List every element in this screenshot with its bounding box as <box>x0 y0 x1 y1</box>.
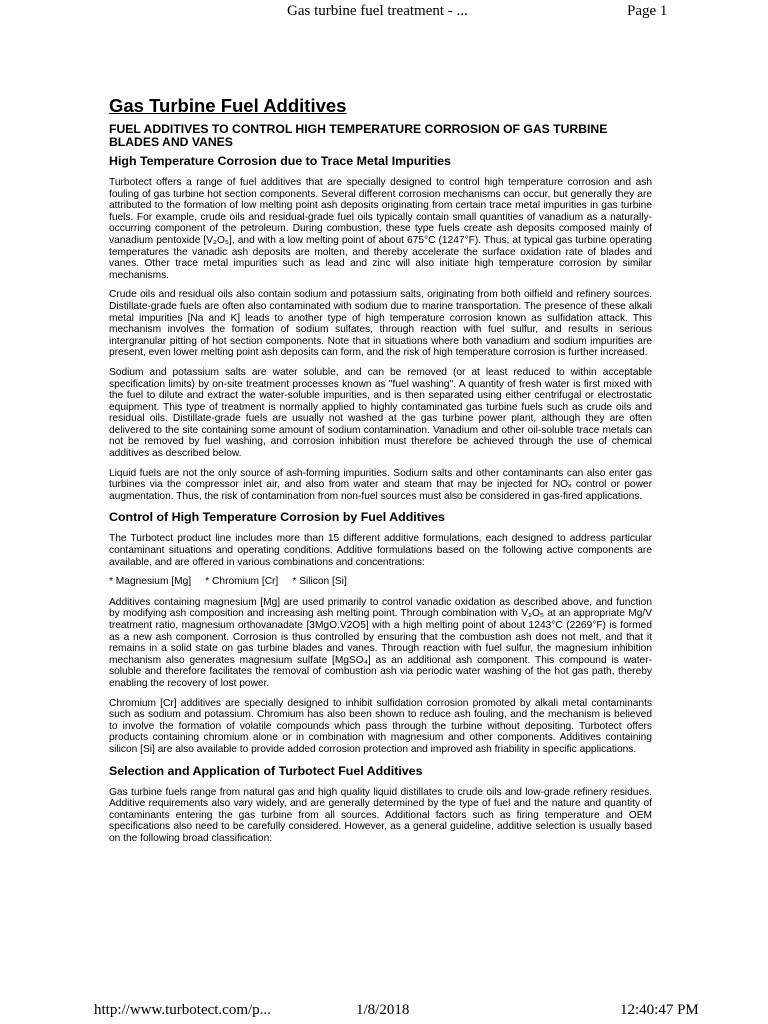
paragraph: Sodium and potassium salts are water soluble, and can be removed (or at least reduced to within acceptable specification limits) by on-site treatment processes known as "fuel washing". A quantity of fresh water is first mixed with the fuel to dilute and extract the water-soluble impurities, and is then separated using either centrifugal or electrostatic equipment. This type of treatment is normally applied to highly contaminated gas turbine fuels such as crude oils and residual oils. Distillate-grade fuels are usually not washed at the gas turbine power plant, although they are often delivered to the site containing some amount of sodium contamination. Vanadium and other oil-soluble trace metals can not be removed by fuel washing, and corrosion inhibition must therefore be achieved through the use of chemical additives as described below. <box>109 366 652 460</box>
document-subtitle: FUEL ADDITIVES TO CONTROL HIGH TEMPERATURE CORROSION OF GAS TURBINE BLADES AND VANES <box>109 122 608 149</box>
print-footer <box>0 1000 768 1024</box>
paragraph: Chromium [Cr] additives are specially designed to inhibit sulfidation corrosion promoted by alkali metal contaminants such as sodium and potassium. Chromium has also been shown to reduce ash fouling, and the mechanism is believed to involve the formation of volatile compounds which pass through the turbine without depositing. Turbotect offers products containing chromium alone or in combination with magnesium and other components. Additives containing silicon [Si] are also available to provide added corrosion protection and improved ash friability in specific applications. <box>109 697 652 755</box>
page-title: Gas Turbine Fuel Additives <box>109 95 347 116</box>
active-components-list: * Magnesium [Mg] * Chromium [Cr] * Silicon [Si] <box>109 576 347 588</box>
footer-url: http://www.turbotect.com/p... <box>94 1002 271 1018</box>
section-heading-control-by-additives: Control of High Temperature Corrosion by Fuel Additives <box>109 510 445 525</box>
print-header <box>0 0 768 28</box>
paragraph: Additives containing magnesium [Mg] are used primarily to control vanadic oxidation as described above, and function by modifying ash composition and increasing ash melting point. Through combination with V₂O₅ at an appropriate Mg/V treatment ratio, magnesium orthovanadate [3MgO.V2O5] with a high melting point of about 1243°C (2269°F) is formed as a new ash component. Corrosion is thus controlled by ensuring that the combustion ash does not melt, and that it remains in a solid state on gas turbine blades and vanes. Through reaction with fuel sulfur, the magnesium inhibition mechanism also generates magnesium sulfate [MgSO₄] as an additional ash component. This compound is water-soluble and therefore facilitates the removal of combustion ash via periodic water washing of the hot gas path, thereby enabling the recovery of lost power. <box>109 596 652 689</box>
section-heading-selection-application: Selection and Application of Turbotect Fuel Additives <box>109 763 423 778</box>
document-body <box>109 96 652 853</box>
footer-date: 1/8/2018 <box>356 1002 410 1018</box>
paragraph: Crude oils and residual oils also contain sodium and potassium salts, originating from both oilfield and refinery sources. Distillate-grade fuels are often also contaminated with sodium due to marine transportation. The presence of these alkali metal impurities [Na and K] leads to another type of high temperature corrosion known as sulfidation attack. This mechanism involves the formation of sodium sulfates, through reaction with fuel sulfur, and results in serious intergranular pitting of hot section components. Note that in situations where both vanadium and sodium impurities are present, even lower melting point ash deposits can form, and the risk of high temperature corrosion is further increased. <box>109 289 652 359</box>
paragraph: Turbotect offers a range of fuel additives that are specially designed to control high temperature corrosion and ash fouling of gas turbine hot section components. Several different corrosion mechanisms can occur, but generally they are attributed to the formation of low melting point ash deposits originating from certain trace metal impurities in gas turbine fuels. For example, crude oils and residual-grade fuel oils typically contain small quantities of vanadium as a naturally-occurring component of the petroleum. During combustion, these type fuels create ash deposits composed mainly of vanadium pentoxide [V₂O₅], and with a low melting point of about 675°C (1247°F). Thus, at typical gas turbine operating temperatures the vanadic ash deposits are molten, and thereby accelerate the surface oxidation rate of blades and vanes. Other trace metal impurities such as lead and zinc will also initiate high temperature corrosion by similar mechanisms. <box>109 177 652 281</box>
section-heading-corrosion-impurities: High Temperature Corrosion due to Trace Metal Impurities <box>109 154 451 168</box>
paragraph: The Turbotect product line includes more than 15 different additive formulations, each designed to address particular contaminant situations and operating conditions. Additive formulations based on the following active components are available, and are offered in various combinations and concentrations: <box>109 533 652 568</box>
paragraph: Gas turbine fuels range from natural gas and high quality liquid distillates to crude oils and low-grade refinery residues. Additive requirements also vary widely, and are generally determined by the type of fuel and the nature and quantity of contaminants entering the gas turbine from all sources. Additional factors such as firing temperature and OEM specifications also need to be carefully considered. However, as a general guideline, additive selection is usually based on the following broad classification: <box>109 786 652 844</box>
paragraph: Liquid fuels are not the only source of ash-forming impurities. Sodium salts and other contaminants can also enter gas turbines via the compressor inlet air, and also from water and steam that may be injected for NOₓ control or power augmentation. Thus, the risk of contamination from non-fuel sources must also be considered in gas-fired applications. <box>109 467 652 502</box>
footer-time: 12:40:47 PM <box>620 1002 699 1018</box>
print-header-title: Gas turbine fuel treatment - ... <box>287 3 468 19</box>
print-header-page-number: Page 1 <box>627 3 668 19</box>
